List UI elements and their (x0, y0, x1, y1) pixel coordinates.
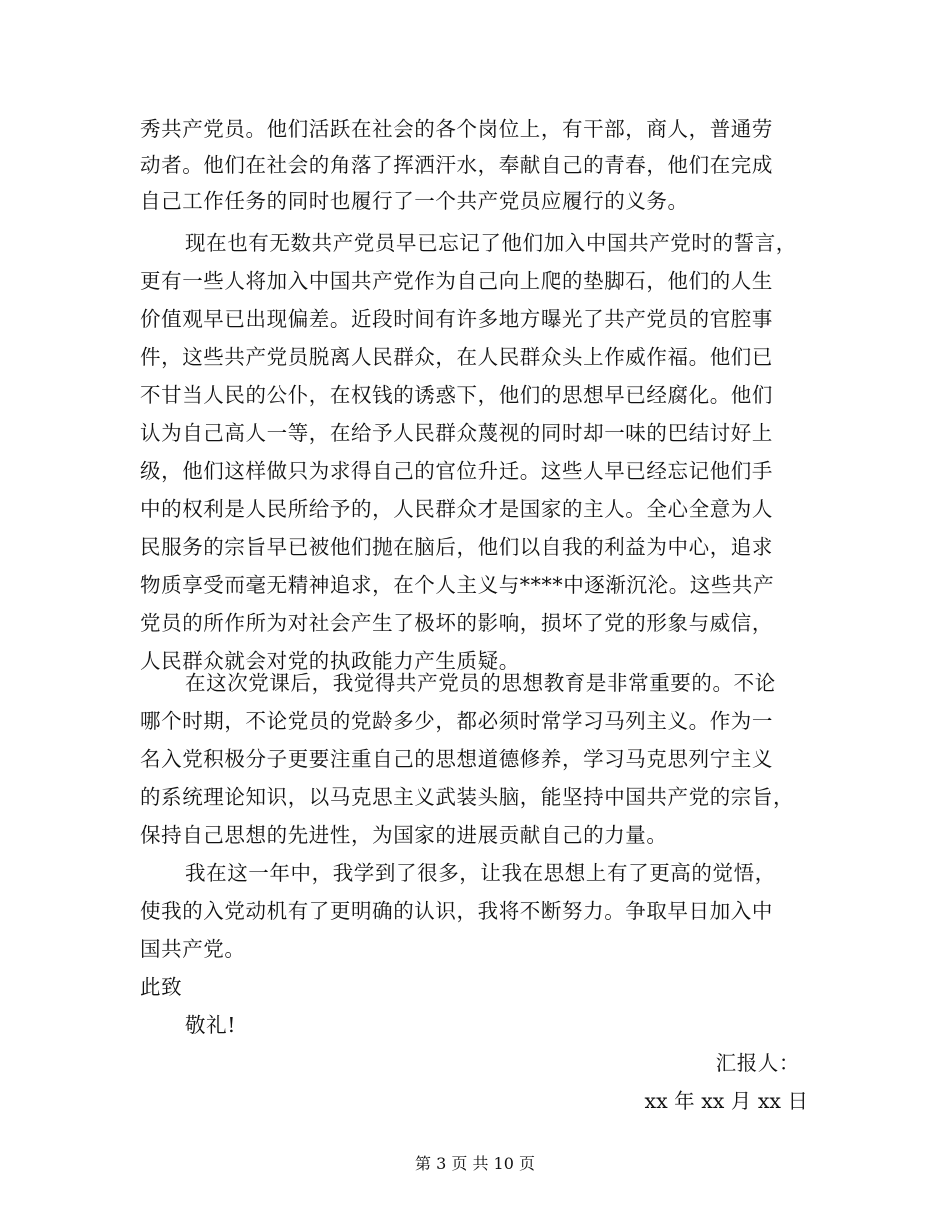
signature-label: 汇报人： (715, 1051, 800, 1075)
paragraph-line: 自己工作任务的同时也履行了一个共产党员应履行的义务。 (140, 189, 689, 213)
paragraph-line: 更有一些人将加入中国共产党作为自己向上爬的垫脚石，他们的人生 (140, 269, 773, 293)
paragraph-line: 级，他们这样做只为求得自己的官位升迁。这些人早已经忘记他们手 (140, 459, 773, 483)
paragraph-line: 不甘当人民的公仆，在权钱的诱惑下，他们的思想早已经腐化。他们 (140, 383, 773, 407)
paragraph-line: 现在也有无数共产党员早已忘记了他们加入中国共产党时的誓言， (185, 231, 797, 255)
paragraph-line: 保持自己思想的先进性，为国家的进展贡献自己的力量。 (140, 823, 668, 847)
paragraph-line: 价值观早已出现偏差。近段时间有许多地方曝光了共产党员的官腔事 (140, 307, 773, 331)
paragraph-line: 动者。他们在社会的角落了挥洒汗水，奉献自己的青春，他们在完成 (140, 153, 773, 177)
page-number: 第 3 页 共 10 页 (415, 1154, 535, 1173)
report-date: xx 年 xx 月 xx 日 (644, 1089, 808, 1113)
paragraph-line: 我在这一年中，我学到了很多，让我在思想上有了更高的觉悟， (185, 861, 776, 885)
paragraph-line: 使我的入党动机有了更明确的认识，我将不断努力。争取早日加入中 (140, 899, 773, 923)
paragraph-line: 秀共产党员。他们活跃在社会的各个岗位上，有干部，商人，普通劳 (140, 117, 773, 141)
paragraph-line: 件，这些共产党员脱离人民群众，在人民群众头上作威作福。他们已 (140, 345, 773, 369)
closing-salutation: 此致 (140, 975, 183, 999)
paragraph-line: 中的权利是人民所给予的，人民群众才是国家的主人。全心全意为人 (140, 497, 773, 521)
paragraph-line: 认为自己高人一等，在给予人民群众蔑视的同时却一味的巴结讨好上 (140, 421, 773, 445)
paragraph-line: 国共产党。 (140, 937, 246, 961)
paragraph-line: 哪个时期，不论党员的党龄多少，都必须时常学习马列主义。作为一 (140, 709, 773, 733)
paragraph-line: 的系统理论知识，以马克思主义武装头脑，能坚持中国共产党的宗旨， (140, 785, 795, 809)
closing-respect: 敬礼! (185, 1013, 237, 1037)
paragraph-line: 物质享受而毫无精神追求，在个人主义与****中逐渐沉沦。这些共产 (140, 573, 775, 597)
paragraph-line: 人民群众就会对党的执政能力产生质疑。 (140, 649, 520, 673)
paragraph-line: 党员的所作所为对社会产生了极坏的影响，损坏了党的形象与威信， (140, 611, 773, 635)
paragraph-line: 民服务的宗旨早已被他们抛在脑后，他们以自我的利益为中心，追求 (140, 535, 773, 559)
paragraph-line: 名入党积极分子更要注重自己的思想道德修养，学习马克思列宁主义 (140, 747, 773, 771)
paragraph-line: 在这次党课后，我觉得共产党员的思想教育是非常重要的。不论 (185, 671, 776, 695)
